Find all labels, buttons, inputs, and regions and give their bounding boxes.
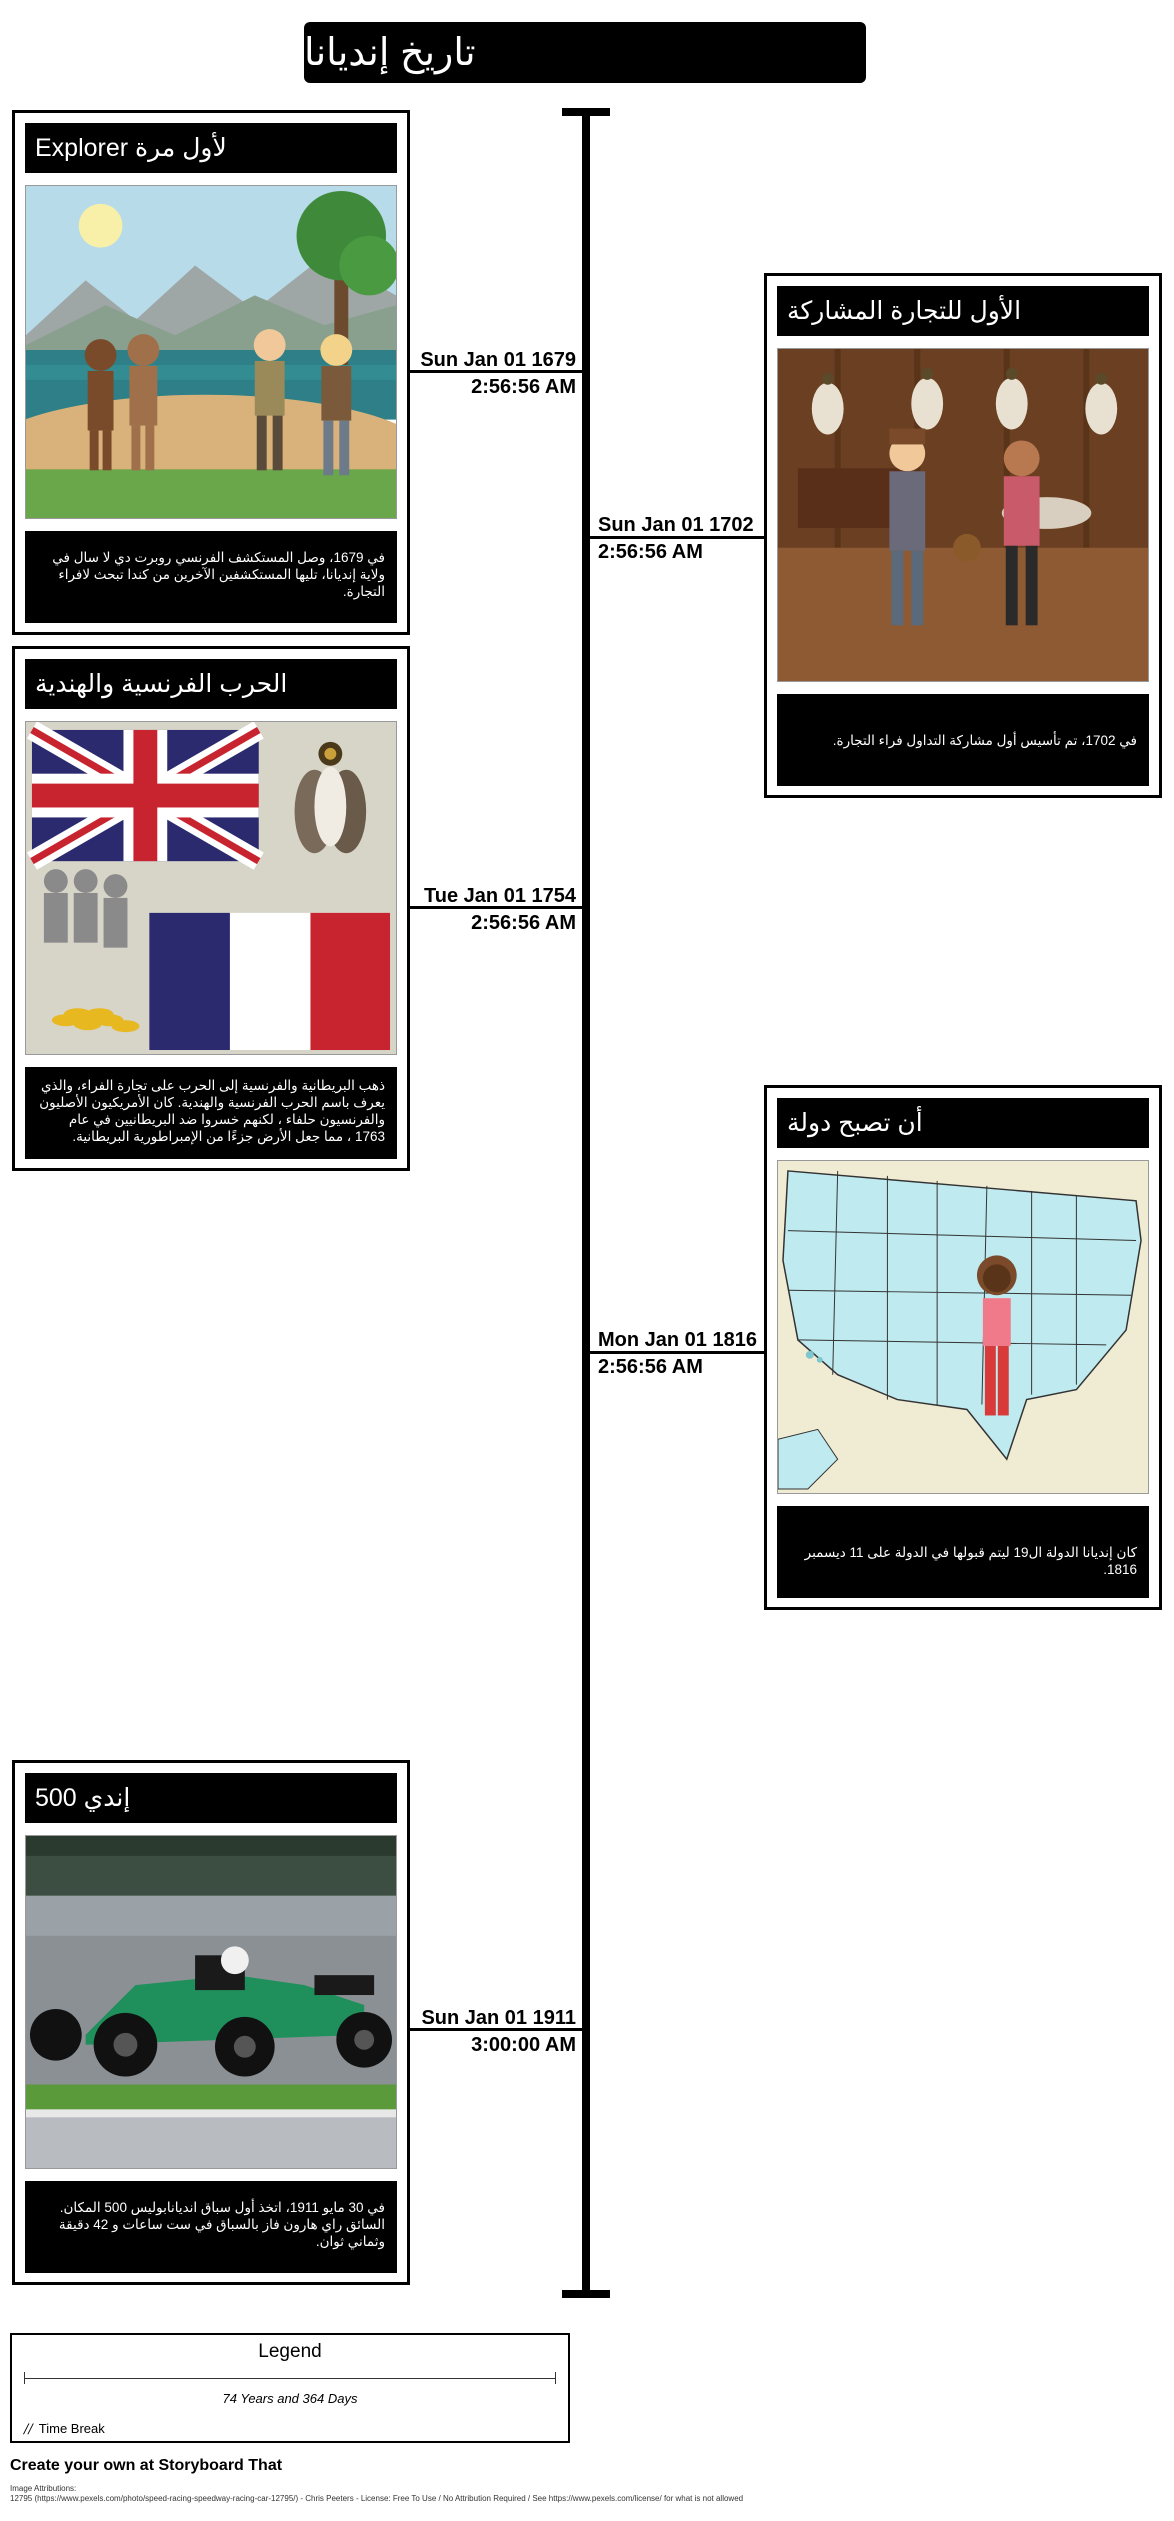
event-3-date: Tue Jan 01 1754 (424, 885, 576, 907)
event-5-time: 3:00:00 AM (471, 2034, 576, 2056)
event-4-time: 2:56:56 AM (598, 1356, 703, 1378)
timeline-axis-bottom-cap (562, 2290, 610, 2298)
legend-span-start-tick (24, 2372, 25, 2384)
event-2-time: 2:56:56 AM (598, 541, 703, 563)
event-4-date: Mon Jan 01 1816 (598, 1329, 757, 1351)
legend-span-end-tick (555, 2372, 556, 2384)
legend-title: Legend (258, 2341, 322, 2362)
event-3-flags-image (25, 721, 397, 1055)
time-break-icon: // (24, 2422, 33, 2437)
timeline-axis-top-cap (562, 108, 610, 116)
event-5-card (12, 1760, 410, 2285)
event-2-description: في 1702، تم تأسيس أول مشاركة التداول فراء التجارة. (777, 694, 1149, 786)
event-4-description: كان إنديانا الدولة ال19 ليتم قبولها في الدولة على 11 ديسمبر 1816. (777, 1506, 1149, 1598)
event-1-title: لأول مرة Explorer (25, 123, 397, 173)
event-2-card (764, 273, 1162, 798)
timeline-axis (582, 112, 590, 2298)
event-1-card (12, 110, 410, 635)
legend-box (10, 2333, 570, 2443)
event-5-date: Sun Jan 01 1911 (421, 2007, 576, 2029)
image-attribution-text: 12795 (https://www.pexels.com/photo/speed-racing-speedway-racing-car-12795/) - Chris Peeters - License: Free To Use / No Attribution Required / See https://www.pexels.com/license/ for what is not allowed (10, 2494, 744, 2503)
page-title: تاريخ إنديانا (304, 22, 866, 83)
legend-span-line (24, 2378, 556, 2379)
event-3-time: 2:56:56 AM (471, 912, 576, 934)
event-2-title: الأول للتجارة المشاركة (777, 286, 1149, 336)
event-2-scene-image (777, 348, 1149, 682)
event-2-date: Sun Jan 01 1702 (598, 514, 754, 536)
event-5-title: إندي 500 (25, 1773, 397, 1823)
event-3-card (12, 646, 410, 1171)
event-3-date-label (400, 883, 576, 937)
event-3-description: ذهب البريطانية والفرنسية إلى الحرب على تجارة الفراء، والذي يعرف باسم الحرب الفرنسية والهندية. كان الأمريكيون الأصليون والفرنسيون حلفاء ، لكنهم خسروا ضد البريطانيين في عام 1763 ، مما جعل الأرض جزءًا من الإمبراطورية البريطانية. (25, 1067, 397, 1159)
event-1-date: Sun Jan 01 1679 (420, 349, 576, 371)
event-4-date-label (598, 1327, 774, 1381)
event-1-scene-image (25, 185, 397, 519)
event-4-title: أن تصبح دولة (777, 1098, 1149, 1148)
event-3-title: الحرب الفرنسية والهندية (25, 659, 397, 709)
legend-span-text: 74 Years and 364 Days (222, 2391, 358, 2406)
create-your-own-link[interactable]: Create your own at Storyboard That (10, 2457, 283, 2474)
event-2-date-label (598, 512, 774, 566)
image-attributions-label: Image Attributions: (10, 2484, 77, 2493)
event-1-time: 2:56:56 AM (471, 376, 576, 398)
legend-time-break (24, 2421, 105, 2437)
event-5-description: في 30 مايو 1911، اتخذ أول سباق انديانابوليس 500 المكان. السائق راي هارون فاز بالسباق في ست ساعات و 42 دقيقة وثماني ثوان. (25, 2181, 397, 2273)
event-4-card (764, 1085, 1162, 1610)
event-5-date-label (400, 2005, 576, 2059)
time-break-label: Time Break (38, 2421, 105, 2436)
event-1-description: في 1679، وصل المستكشف الفرنسي روبرت دي لا سال في ولاية إنديانا، تليها المستكشفين الآخرين من كندا تبحث لافراء التجارة. (25, 531, 397, 623)
event-1-date-label (400, 347, 576, 401)
event-4-map-image (777, 1160, 1149, 1494)
event-5-race-car-photo (25, 1835, 397, 2169)
